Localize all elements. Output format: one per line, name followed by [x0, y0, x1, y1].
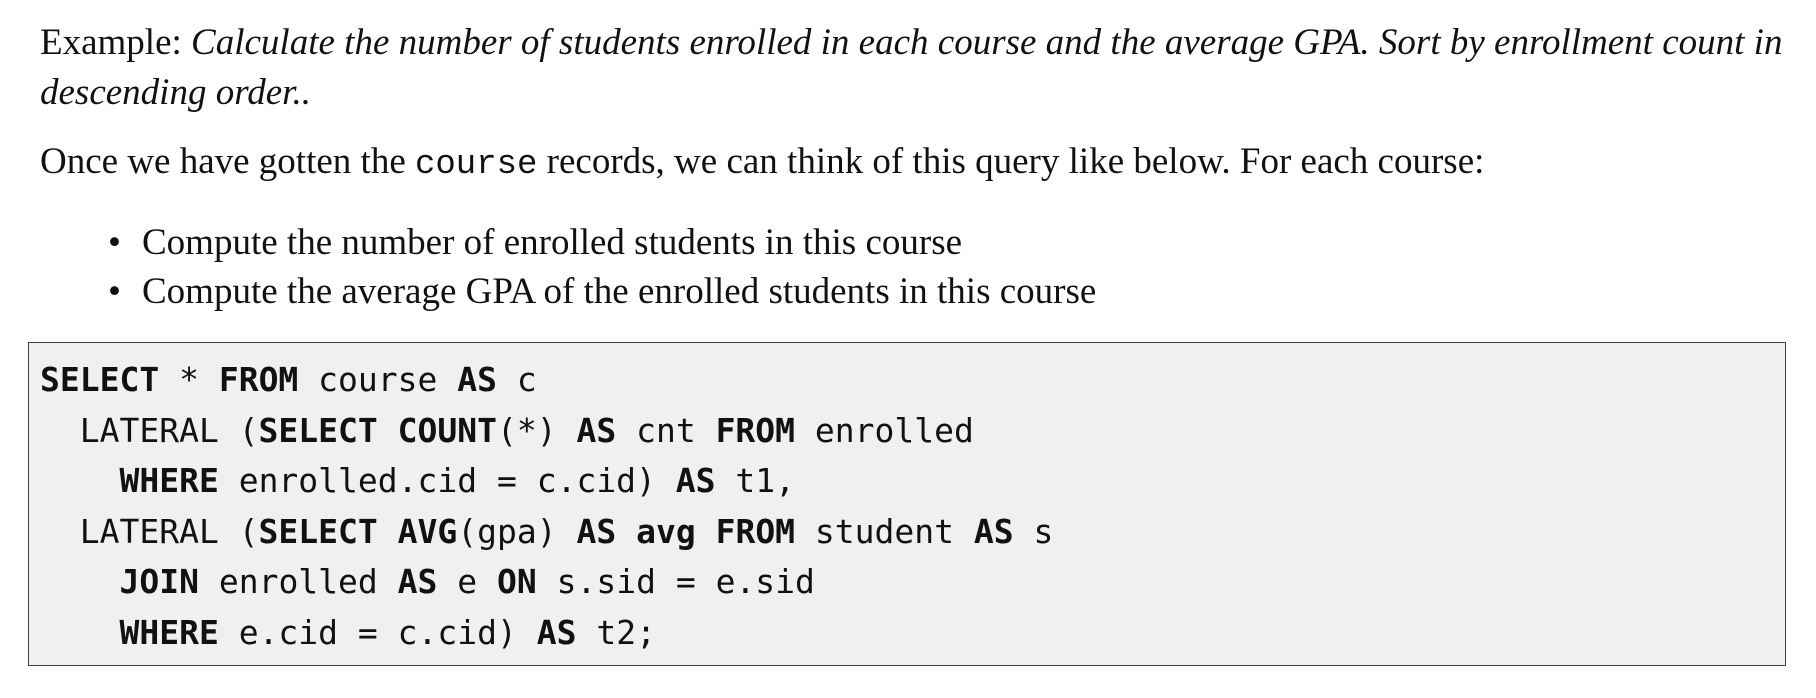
sql-text: LATERAL ( — [40, 511, 259, 551]
example-task-text: Calculate the number of students enrolled in each course and the average GPA. Sort by enrollment count in descending order.. — [40, 22, 1783, 113]
sql-keyword: WHERE — [119, 612, 219, 652]
sql-text: (gpa) — [457, 511, 577, 551]
sql-keyword: AS — [457, 360, 498, 399]
sql-text — [378, 411, 398, 450]
sql-keyword: FROM — [715, 410, 796, 450]
code-line — [40, 360, 537, 399]
sql-keyword: FROM — [218, 360, 299, 399]
list-item — [108, 267, 1096, 316]
sql-text: course — [298, 360, 458, 399]
intro-code-word: course — [415, 146, 538, 184]
sql-keyword: SELECT — [258, 511, 378, 551]
example-label: Example: — [40, 22, 192, 63]
bullet-marker: • — [108, 222, 121, 263]
sql-text: student — [795, 511, 974, 551]
bullet-list — [108, 218, 1096, 316]
sql-text: s.sid = e.sid — [536, 562, 815, 601]
sql-text: e — [437, 562, 498, 601]
list-item-text: Compute the average GPA of the enrolled students in this course — [142, 271, 1097, 312]
sql-text: (*) — [496, 410, 577, 450]
sql-keyword: AS — [397, 562, 438, 601]
sql-keyword: AS — [675, 461, 716, 500]
sql-text — [40, 562, 119, 601]
code-line — [40, 512, 1053, 551]
sql-text: s — [1013, 511, 1054, 551]
list-item-text: Compute the number of enrolled students in this course — [142, 222, 963, 263]
sql-text: cnt — [616, 410, 716, 450]
sql-code-block — [40, 355, 1053, 658]
sql-text — [696, 512, 716, 551]
code-line — [40, 461, 795, 500]
sql-text: LATERAL ( — [40, 410, 259, 450]
sql-text: t1, — [715, 461, 796, 500]
sql-text — [378, 512, 398, 551]
sql-text — [40, 461, 119, 500]
bullet-marker: • — [108, 271, 121, 312]
code-line — [40, 562, 815, 601]
sql-keyword: AS — [536, 612, 577, 652]
sql-text — [40, 613, 119, 652]
sql-text: enrolled.cid = c.cid) — [218, 461, 676, 500]
sql-keyword: AS — [576, 511, 617, 551]
sql-text: c — [497, 360, 537, 399]
sql-keyword: AS — [576, 410, 617, 450]
sql-text: e.cid = c.cid) — [218, 612, 537, 652]
sql-text: enrolled — [198, 562, 398, 601]
list-item — [108, 218, 1096, 267]
sql-keyword: AVG — [397, 511, 458, 551]
sql-keyword: WHERE — [119, 461, 219, 500]
sql-keyword: SELECT — [258, 410, 378, 450]
sql-text: enrolled — [795, 410, 974, 450]
sql-keyword: COUNT — [397, 410, 497, 450]
sql-keyword: ON — [497, 562, 537, 601]
intro-text-before: Once we have gotten the — [40, 141, 415, 182]
sql-keyword: JOIN — [119, 562, 199, 601]
sql-keyword: AS — [973, 511, 1014, 551]
sql-keyword: FROM — [715, 511, 796, 551]
sql-text: * — [159, 360, 219, 399]
sql-text: t2; — [576, 612, 656, 652]
sql-text — [616, 512, 636, 551]
code-line — [40, 411, 974, 450]
sql-keyword: avg — [636, 511, 696, 551]
code-listing-box — [28, 342, 1786, 666]
example-paragraph — [40, 18, 1800, 118]
intro-text-after: records, we can think of this query like below. For each course: — [537, 141, 1485, 182]
code-line — [40, 613, 656, 652]
sql-keyword: SELECT — [40, 360, 160, 399]
intro-paragraph — [40, 137, 1800, 190]
